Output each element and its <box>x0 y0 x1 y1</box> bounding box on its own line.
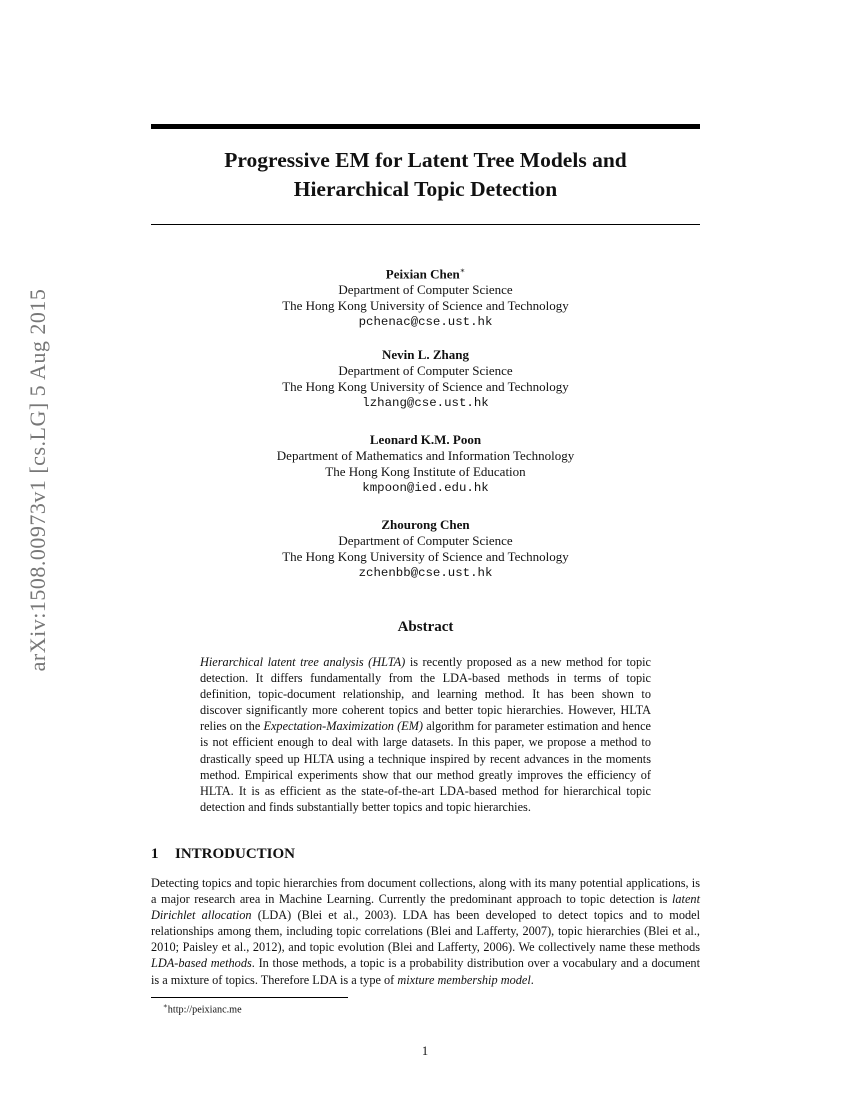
intro-part-4: . <box>530 972 534 987</box>
abstract-heading: Abstract <box>397 619 454 635</box>
author-department: Department of Computer Science <box>338 533 513 548</box>
abstract-part-2: algorithm for parameter estimation and hence is not efficient enough to deal with large datasets. In this paper, we propose a method to drastically speed up HLTA using a technique inspired by recent advances in the moments method. Empirical experiments show that our method greatly improves the efficiency of HLTA. It is as efficient as the state-of-the-art LDA-based method for hierarchical topic detection and finds substantially better topics and topic hierarchies. <box>200 719 651 814</box>
hlta-term: Hierarchical latent tree analysis (HLTA) <box>200 655 406 669</box>
abstract-text <box>200 654 651 815</box>
author-institution: The Hong Kong University of Science and Technology <box>282 298 569 314</box>
intro-part-2: (LDA) (Blei et al., 2003). LDA has been developed to detect topics and to model relationships among them, including topic correlations (Blei and Lafferty, 2007), topic hierarchies (Blei et al., 2010; Paisley et al., 2012), and topic evolution (Blei and Lafferty, 2006). We collectively name these methods <box>151 908 700 955</box>
author-name: Peixian Chen <box>385 266 460 282</box>
author-department: Department of Computer Science <box>338 363 513 378</box>
paper-title <box>151 146 700 204</box>
author-email: lzhang@cse.ust.hk <box>362 396 489 410</box>
arxiv-identifier: arXiv:1508.00973v1 [cs.LG] 5 Aug 2015 <box>25 288 50 672</box>
author-institution: The Hong Kong University of Science and Technology <box>282 549 569 564</box>
author-email: kmpoon@ied.edu.hk <box>362 481 489 495</box>
author-institution: The Hong Kong University of Science and Technology <box>282 379 569 394</box>
title-top-rule <box>151 124 700 129</box>
title-bottom-rule <box>151 224 700 225</box>
introduction-paragraph <box>151 875 700 988</box>
mixture-term: mixture membership model <box>397 972 531 987</box>
author-block-1 <box>151 263 700 330</box>
section-number: 1 <box>151 846 159 862</box>
em-term: Expectation-Maximization (EM) <box>263 719 424 734</box>
intro-part-1: Detecting topics and topic hierarchies from document collections, along with its many potential applications, is a major research area in Machine Learning. Currently the predominant approach to topic detection is <box>151 876 700 907</box>
author-name: Leonard K.M. Poon <box>369 432 482 447</box>
intro-part-3: . In those methods, a topic is a probability distribution over a vocabulary and a document is a mixture of topics. Therefore LDA is a type of <box>151 956 700 987</box>
author-department: Department of Computer Science <box>338 282 513 298</box>
footnote-link[interactable]: http://peixianc.me <box>167 1004 242 1016</box>
author-block-4 <box>151 517 700 581</box>
author-name: Nevin L. Zhang <box>381 347 470 362</box>
author-name: Zhourong Chen <box>381 517 470 532</box>
author-block-2 <box>151 347 700 411</box>
author-block-3 <box>151 432 700 496</box>
author-institution: The Hong Kong Institute of Education <box>325 464 526 479</box>
title-line-2: Hierarchical Topic Detection <box>293 177 558 201</box>
lda-based-term: LDA-based methods <box>151 956 252 971</box>
author-department: Department of Mathematics and Information Technology <box>276 448 575 463</box>
footnote-mark: ∗ <box>163 1002 168 1010</box>
author-email: pchenac@cse.ust.hk <box>358 315 493 330</box>
footnote <box>163 1002 242 1015</box>
section-title: INTRODUCTION <box>175 846 296 862</box>
footnote-rule <box>151 997 348 998</box>
abstract-part-1: is recently proposed as a new method for topic detection. It differs fundamentally from the LDA-based methods in terms of topic definition, topic-document relationship, and learning method. It has been shown to discover significantly more coherent topics and better topic hierarchies. However, HLTA relies on the <box>200 655 651 734</box>
title-line-1: Progressive EM for Latent Tree Models and <box>224 148 627 172</box>
lda-term: latent Dirichlet allocation <box>151 892 700 923</box>
author-email: zchenbb@cse.ust.hk <box>358 566 493 580</box>
footnote-mark: ∗ <box>459 266 466 275</box>
section-heading <box>151 846 295 863</box>
page-number: 1 <box>421 1044 429 1058</box>
